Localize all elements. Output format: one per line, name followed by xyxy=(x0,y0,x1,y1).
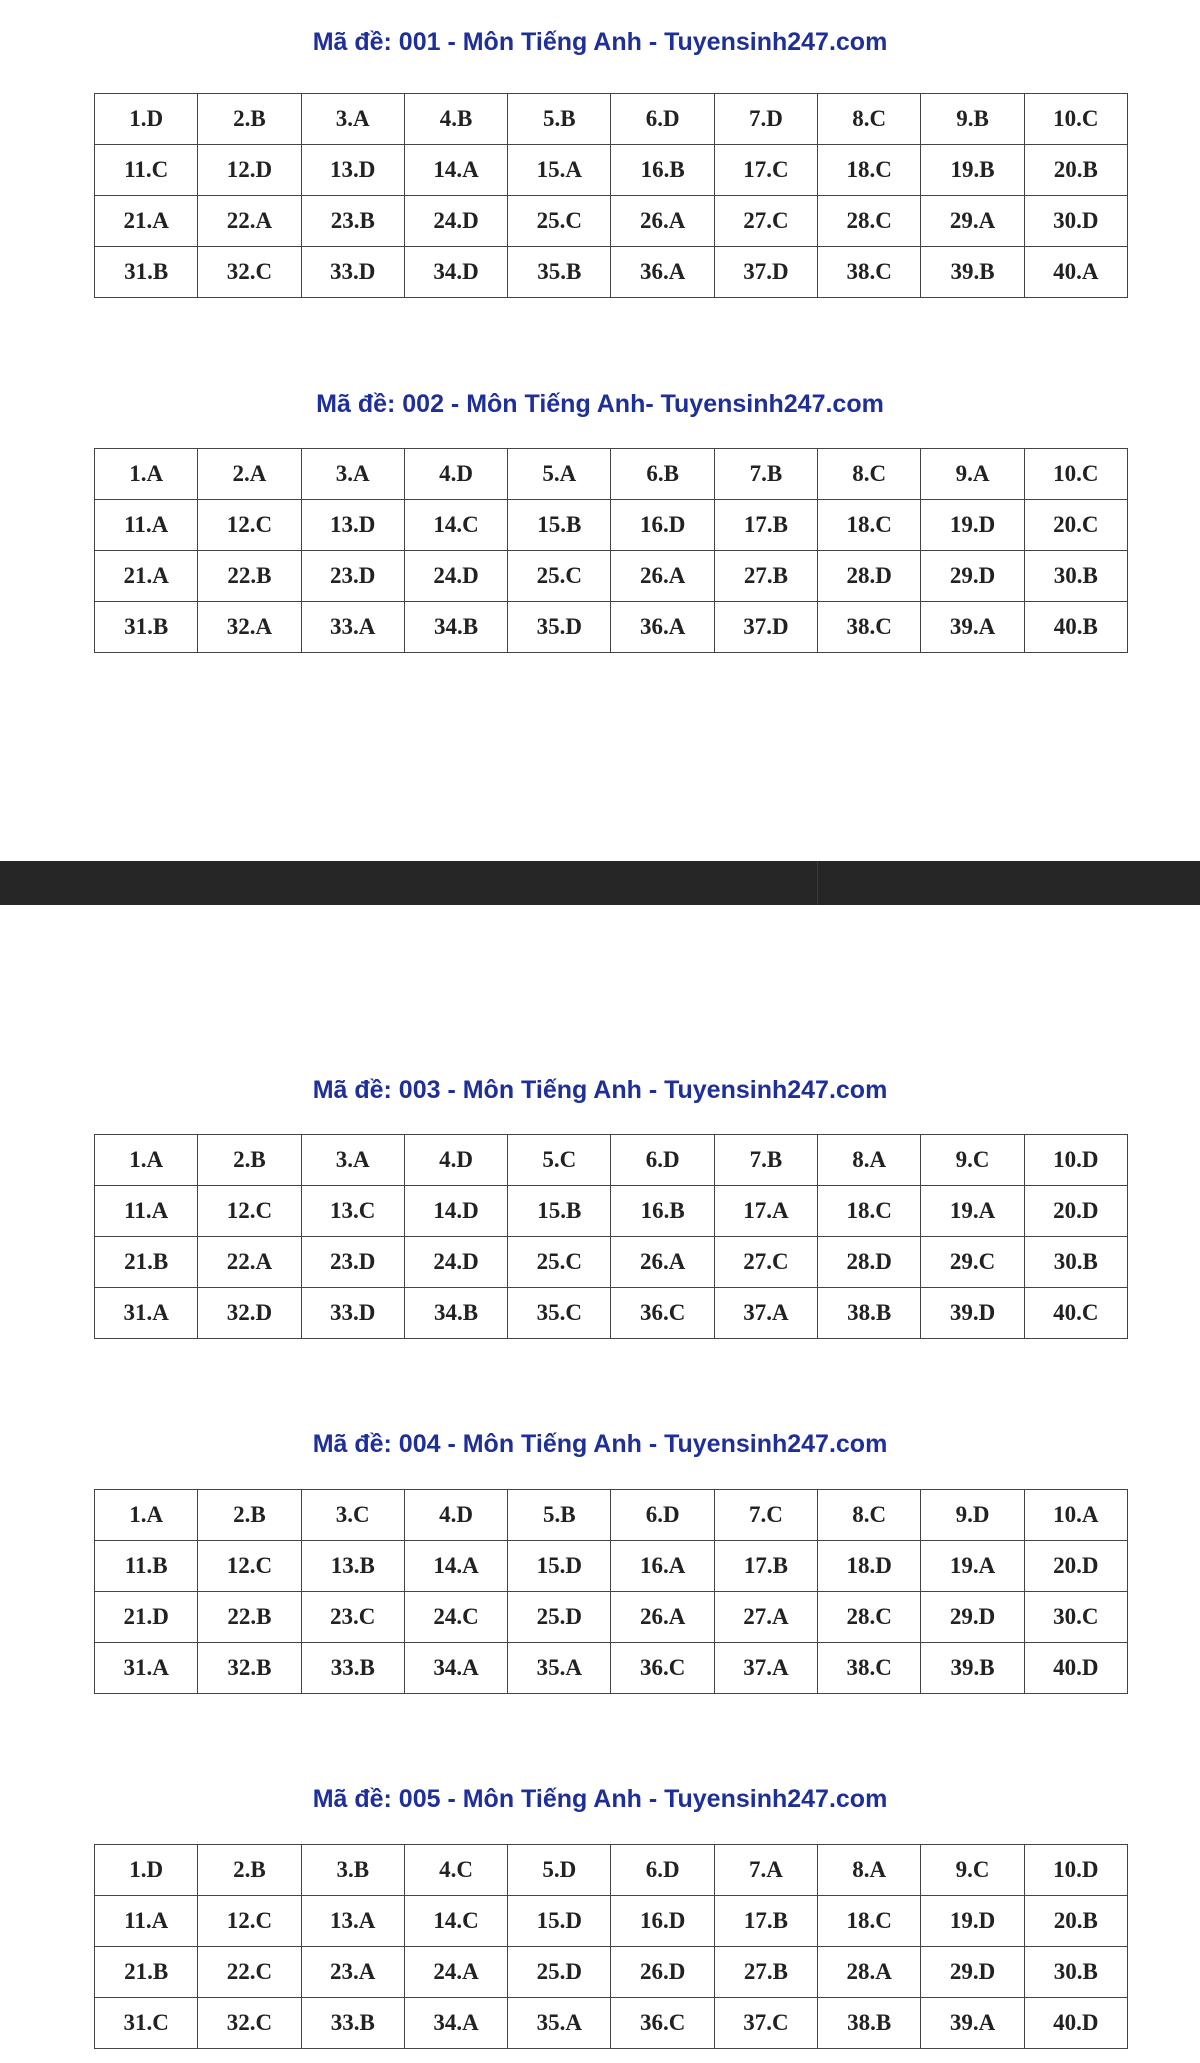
answer-cell: 6.D xyxy=(611,94,714,145)
answer-cell: 37.A xyxy=(714,1288,817,1339)
answer-cell: 36.C xyxy=(611,1643,714,1694)
answer-cell: 34.D xyxy=(404,247,507,298)
answer-cell: 31.C xyxy=(95,1998,198,2049)
answer-cell: 31.B xyxy=(95,247,198,298)
answer-cell: 21.A xyxy=(95,196,198,247)
answer-cell: 28.D xyxy=(818,1237,921,1288)
answer-cell: 40.A xyxy=(1024,247,1127,298)
answer-cell: 21.B xyxy=(95,1237,198,1288)
answer-cell: 16.D xyxy=(611,1896,714,1947)
answer-cell: 32.D xyxy=(198,1288,301,1339)
table-row xyxy=(95,1135,1128,1186)
answer-cell: 23.D xyxy=(301,1237,404,1288)
answer-key-table xyxy=(94,93,1128,298)
answer-cell: 29.C xyxy=(921,1237,1024,1288)
answer-cell: 3.A xyxy=(301,94,404,145)
answer-cell: 39.A xyxy=(921,602,1024,653)
section-title: Mã đề: 003 - Môn Tiếng Anh - Tuyensinh247.com xyxy=(312,1076,888,1104)
answer-cell: 9.A xyxy=(921,449,1024,500)
answer-cell: 1.D xyxy=(95,94,198,145)
answer-cell: 20.B xyxy=(1024,1896,1127,1947)
answer-cell: 22.B xyxy=(198,1592,301,1643)
answer-cell: 30.B xyxy=(1024,551,1127,602)
answer-key-table xyxy=(94,1489,1128,1694)
answer-cell: 24.D xyxy=(404,551,507,602)
answer-cell: 4.B xyxy=(404,94,507,145)
answer-cell: 7.C xyxy=(714,1490,817,1541)
answer-cell: 13.B xyxy=(301,1541,404,1592)
answer-cell: 13.D xyxy=(301,145,404,196)
answer-cell: 31.A xyxy=(95,1643,198,1694)
answer-cell: 38.C xyxy=(818,247,921,298)
section-title: Mã đề: 002 - Môn Tiếng Anh- Tuyensinh247.com xyxy=(316,390,884,418)
table-row xyxy=(95,1490,1128,1541)
answer-cell: 7.A xyxy=(714,1845,817,1896)
answer-cell: 40.D xyxy=(1024,1643,1127,1694)
answer-cell: 19.A xyxy=(921,1541,1024,1592)
answer-cell: 29.D xyxy=(921,1592,1024,1643)
answer-cell: 26.A xyxy=(611,1592,714,1643)
answer-cell: 27.B xyxy=(714,551,817,602)
answer-cell: 5.A xyxy=(508,449,611,500)
answer-cell: 38.C xyxy=(818,602,921,653)
answer-cell: 33.D xyxy=(301,247,404,298)
answer-cell: 5.C xyxy=(508,1135,611,1186)
table-row xyxy=(95,1237,1128,1288)
answer-cell: 13.D xyxy=(301,500,404,551)
answer-key-table xyxy=(94,1844,1128,2049)
answer-cell: 39.B xyxy=(921,247,1024,298)
answer-cell: 22.B xyxy=(198,551,301,602)
answer-cell: 2.A xyxy=(198,449,301,500)
answer-cell: 3.B xyxy=(301,1845,404,1896)
answer-cell: 22.A xyxy=(198,1237,301,1288)
answer-cell: 2.B xyxy=(198,1845,301,1896)
answer-cell: 35.C xyxy=(508,1288,611,1339)
band-divider-line xyxy=(817,861,818,905)
answer-cell: 17.B xyxy=(714,1896,817,1947)
answer-cell: 26.A xyxy=(611,1237,714,1288)
answer-cell: 1.D xyxy=(95,1845,198,1896)
answer-cell: 15.D xyxy=(508,1896,611,1947)
answer-cell: 10.C xyxy=(1024,449,1127,500)
answer-cell: 16.D xyxy=(611,500,714,551)
answer-cell: 11.A xyxy=(95,1896,198,1947)
answer-cell: 37.C xyxy=(714,1998,817,2049)
answer-cell: 15.B xyxy=(508,1186,611,1237)
answer-cell: 30.B xyxy=(1024,1237,1127,1288)
answer-cell: 36.A xyxy=(611,602,714,653)
answer-cell: 28.C xyxy=(818,196,921,247)
answer-cell: 3.C xyxy=(301,1490,404,1541)
answer-cell: 23.B xyxy=(301,196,404,247)
answer-cell: 8.A xyxy=(818,1845,921,1896)
answer-cell: 37.D xyxy=(714,602,817,653)
answer-cell: 19.A xyxy=(921,1186,1024,1237)
answer-cell: 12.C xyxy=(198,500,301,551)
section-title: Mã đề: 005 - Môn Tiếng Anh - Tuyensinh247.com xyxy=(312,1785,888,1813)
answer-cell: 15.D xyxy=(508,1541,611,1592)
answer-cell: 16.A xyxy=(611,1541,714,1592)
table-row xyxy=(95,1896,1128,1947)
answer-cell: 38.B xyxy=(818,1288,921,1339)
answer-cell: 8.C xyxy=(818,449,921,500)
answer-cell: 20.D xyxy=(1024,1186,1127,1237)
answer-cell: 12.C xyxy=(198,1896,301,1947)
answer-cell: 35.B xyxy=(508,247,611,298)
answer-cell: 14.D xyxy=(404,1186,507,1237)
answer-key-table xyxy=(94,448,1128,653)
answer-cell: 28.A xyxy=(818,1947,921,1998)
answer-cell: 40.D xyxy=(1024,1998,1127,2049)
answer-cell: 16.B xyxy=(611,1186,714,1237)
answer-cell: 13.A xyxy=(301,1896,404,1947)
answer-cell: 31.A xyxy=(95,1288,198,1339)
answer-cell: 4.D xyxy=(404,449,507,500)
answer-cell: 24.D xyxy=(404,1237,507,1288)
answer-cell: 39.B xyxy=(921,1643,1024,1694)
answer-cell: 4.D xyxy=(404,1490,507,1541)
answer-cell: 20.C xyxy=(1024,500,1127,551)
answer-cell: 7.B xyxy=(714,1135,817,1186)
answer-cell: 30.D xyxy=(1024,196,1127,247)
answer-cell: 3.A xyxy=(301,1135,404,1186)
answer-cell: 14.C xyxy=(404,1896,507,1947)
answer-cell: 11.A xyxy=(95,500,198,551)
answer-cell: 23.C xyxy=(301,1592,404,1643)
answer-cell: 12.D xyxy=(198,145,301,196)
answer-cell: 24.D xyxy=(404,196,507,247)
answer-cell: 26.D xyxy=(611,1947,714,1998)
answer-cell: 25.C xyxy=(508,1237,611,1288)
table-row xyxy=(95,551,1128,602)
answer-cell: 34.A xyxy=(404,1643,507,1694)
answer-cell: 17.A xyxy=(714,1186,817,1237)
table-row xyxy=(95,1186,1128,1237)
answer-cell: 19.B xyxy=(921,145,1024,196)
answer-cell: 2.B xyxy=(198,94,301,145)
answer-cell: 1.A xyxy=(95,1135,198,1186)
answer-cell: 37.A xyxy=(714,1643,817,1694)
answer-cell: 1.A xyxy=(95,1490,198,1541)
answer-cell: 18.C xyxy=(818,145,921,196)
section-title: Mã đề: 004 - Môn Tiếng Anh - Tuyensinh247.com xyxy=(312,1430,888,1458)
answer-cell: 25.D xyxy=(508,1947,611,1998)
answer-cell: 33.A xyxy=(301,602,404,653)
table-row xyxy=(95,1947,1128,1998)
answer-cell: 10.D xyxy=(1024,1845,1127,1896)
table-row xyxy=(95,196,1128,247)
answer-cell: 16.B xyxy=(611,145,714,196)
answer-cell: 11.C xyxy=(95,145,198,196)
answer-cell: 9.B xyxy=(921,94,1024,145)
answer-cell: 25.D xyxy=(508,1592,611,1643)
answer-cell: 34.B xyxy=(404,602,507,653)
answer-cell: 11.A xyxy=(95,1186,198,1237)
answer-cell: 18.C xyxy=(818,1186,921,1237)
answer-cell: 2.B xyxy=(198,1135,301,1186)
table-row xyxy=(95,449,1128,500)
answer-cell: 12.C xyxy=(198,1186,301,1237)
answer-cell: 32.C xyxy=(198,247,301,298)
answer-cell: 5.B xyxy=(508,1490,611,1541)
answer-cell: 17.B xyxy=(714,500,817,551)
answer-cell: 24.A xyxy=(404,1947,507,1998)
answer-cell: 21.D xyxy=(95,1592,198,1643)
answer-cell: 2.B xyxy=(198,1490,301,1541)
answer-cell: 14.A xyxy=(404,1541,507,1592)
table-row xyxy=(95,1592,1128,1643)
table-row xyxy=(95,145,1128,196)
answer-cell: 38.C xyxy=(818,1643,921,1694)
answer-cell: 9.C xyxy=(921,1845,1024,1896)
table-row xyxy=(95,247,1128,298)
answer-cell: 35.A xyxy=(508,1998,611,2049)
answer-cell: 15.A xyxy=(508,145,611,196)
answer-cell: 6.D xyxy=(611,1490,714,1541)
answer-cell: 31.B xyxy=(95,602,198,653)
answer-cell: 10.A xyxy=(1024,1490,1127,1541)
answer-cell: 40.B xyxy=(1024,602,1127,653)
answer-cell: 29.A xyxy=(921,196,1024,247)
table-row xyxy=(95,1845,1128,1896)
answer-cell: 14.A xyxy=(404,145,507,196)
table-row xyxy=(95,94,1128,145)
answer-cell: 4.C xyxy=(404,1845,507,1896)
answer-cell: 35.A xyxy=(508,1643,611,1694)
answer-cell: 5.D xyxy=(508,1845,611,1896)
answer-cell: 26.A xyxy=(611,196,714,247)
answer-cell: 30.C xyxy=(1024,1592,1127,1643)
answer-cell: 10.D xyxy=(1024,1135,1127,1186)
answer-cell: 33.B xyxy=(301,1643,404,1694)
section-title: Mã đề: 001 - Môn Tiếng Anh - Tuyensinh247.com xyxy=(312,28,888,56)
answer-cell: 8.C xyxy=(818,1490,921,1541)
answer-cell: 9.D xyxy=(921,1490,1024,1541)
answer-cell: 32.B xyxy=(198,1643,301,1694)
answer-cell: 30.B xyxy=(1024,1947,1127,1998)
answer-cell: 3.A xyxy=(301,449,404,500)
answer-cell: 4.D xyxy=(404,1135,507,1186)
answer-key-table xyxy=(94,1134,1128,1339)
answer-cell: 7.B xyxy=(714,449,817,500)
answer-cell: 29.D xyxy=(921,1947,1024,1998)
answer-cell: 1.A xyxy=(95,449,198,500)
answer-cell: 24.C xyxy=(404,1592,507,1643)
answer-cell: 38.B xyxy=(818,1998,921,2049)
answer-cell: 34.B xyxy=(404,1288,507,1339)
answer-cell: 39.D xyxy=(921,1288,1024,1339)
table-row xyxy=(95,1288,1128,1339)
answer-cell: 29.D xyxy=(921,551,1024,602)
answer-cell: 12.C xyxy=(198,1541,301,1592)
answer-cell: 9.C xyxy=(921,1135,1024,1186)
answer-cell: 22.A xyxy=(198,196,301,247)
answer-cell: 28.C xyxy=(818,1592,921,1643)
answer-cell: 20.D xyxy=(1024,1541,1127,1592)
answer-cell: 28.D xyxy=(818,551,921,602)
answer-cell: 32.A xyxy=(198,602,301,653)
answer-cell: 23.D xyxy=(301,551,404,602)
answer-cell: 6.D xyxy=(611,1845,714,1896)
answer-cell: 17.C xyxy=(714,145,817,196)
answer-cell: 11.B xyxy=(95,1541,198,1592)
answer-cell: 15.B xyxy=(508,500,611,551)
answer-cell: 37.D xyxy=(714,247,817,298)
table-row xyxy=(95,500,1128,551)
table-row xyxy=(95,1643,1128,1694)
answer-cell: 5.B xyxy=(508,94,611,145)
answer-cell: 27.B xyxy=(714,1947,817,1998)
answer-cell: 13.C xyxy=(301,1186,404,1237)
answer-cell: 22.C xyxy=(198,1947,301,1998)
answer-cell: 27.C xyxy=(714,196,817,247)
table-row xyxy=(95,1998,1128,2049)
answer-cell: 36.C xyxy=(611,1288,714,1339)
table-row xyxy=(95,602,1128,653)
answer-cell: 34.A xyxy=(404,1998,507,2049)
answer-cell: 18.D xyxy=(818,1541,921,1592)
answer-cell: 26.A xyxy=(611,551,714,602)
answer-cell: 39.A xyxy=(921,1998,1024,2049)
answer-cell: 7.D xyxy=(714,94,817,145)
answer-cell: 32.C xyxy=(198,1998,301,2049)
answer-cell: 17.B xyxy=(714,1541,817,1592)
answer-cell: 10.C xyxy=(1024,94,1127,145)
answer-cell: 18.C xyxy=(818,1896,921,1947)
answer-cell: 25.C xyxy=(508,551,611,602)
answer-cell: 27.A xyxy=(714,1592,817,1643)
answer-cell: 33.B xyxy=(301,1998,404,2049)
answer-cell: 27.C xyxy=(714,1237,817,1288)
answer-cell: 6.D xyxy=(611,1135,714,1186)
answer-cell: 8.A xyxy=(818,1135,921,1186)
answer-cell: 19.D xyxy=(921,500,1024,551)
answer-cell: 21.A xyxy=(95,551,198,602)
answer-cell: 14.C xyxy=(404,500,507,551)
table-row xyxy=(95,1541,1128,1592)
answer-cell: 8.C xyxy=(818,94,921,145)
scan-divider-band xyxy=(0,861,1200,905)
answer-cell: 21.B xyxy=(95,1947,198,1998)
answer-cell: 25.C xyxy=(508,196,611,247)
answer-cell: 19.D xyxy=(921,1896,1024,1947)
answer-cell: 33.D xyxy=(301,1288,404,1339)
answer-cell: 23.A xyxy=(301,1947,404,1998)
answer-cell: 6.B xyxy=(611,449,714,500)
answer-cell: 18.C xyxy=(818,500,921,551)
answer-cell: 20.B xyxy=(1024,145,1127,196)
answer-cell: 36.C xyxy=(611,1998,714,2049)
answer-cell: 36.A xyxy=(611,247,714,298)
answer-cell: 35.D xyxy=(508,602,611,653)
answer-cell: 40.C xyxy=(1024,1288,1127,1339)
